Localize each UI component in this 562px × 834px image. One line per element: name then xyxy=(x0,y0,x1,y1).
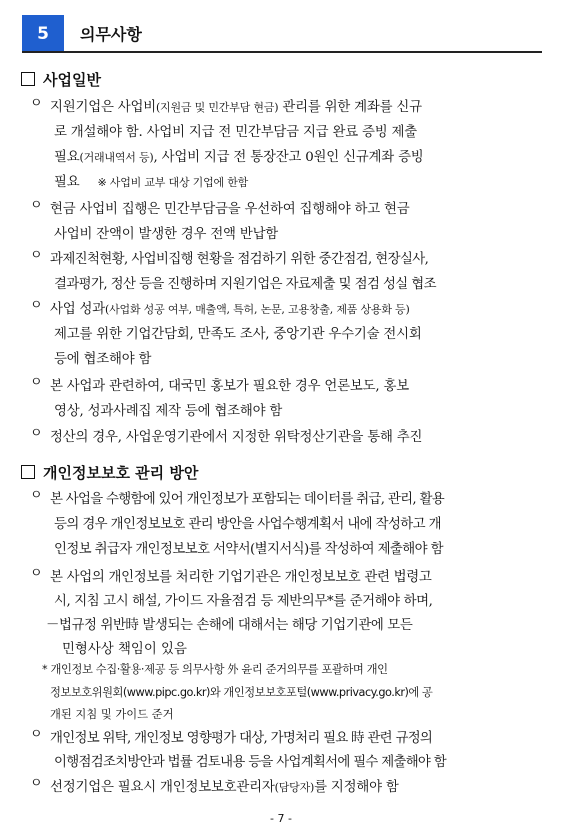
bullet-icon: ㅇ xyxy=(30,375,43,390)
paragraph-line: 본 사업과 관련하여, 대국민 홍보가 필요한 경우 언론보도, 홍보 xyxy=(50,379,409,394)
bullet-icon: ㅇ xyxy=(30,727,43,742)
bullet-icon: ㅇ xyxy=(30,198,43,213)
paragraph-line: 정산의 경우, 사업운영기관에서 지정한 위탁정산기관을 통해 추진 xyxy=(50,430,423,445)
paragraph-line: 선정기업은 필요시 개인정보보호관리자(담당자)를 지정해야 함 xyxy=(50,780,399,795)
paragraph-line: 필요(거래내역서 등), 사업비 지급 전 통장잔고 0원인 신규계좌 증빙 xyxy=(54,150,424,165)
paragraph-line: 등에 협조해야 함 xyxy=(54,352,152,367)
page-number: - 7 - xyxy=(270,812,292,825)
paragraph-line: 필요 ※ 사업비 교부 대상 기업에 한함 xyxy=(54,175,249,190)
subsection-privacy xyxy=(21,462,198,483)
section-title: 의무사항 xyxy=(80,25,142,44)
paragraph-line: 이행점검조치방안과 법률 검토내용 등을 사업계획서에 필수 제출해야 함 xyxy=(54,755,446,770)
section-header xyxy=(22,15,542,53)
bullet-icon: ㅇ xyxy=(30,488,43,503)
bullet-icon: ㅇ xyxy=(30,426,43,441)
paragraph-line: 결과평가, 정산 등을 진행하며 지원기업은 자료제출 및 점검 성실 협조 xyxy=(54,277,436,292)
paragraph-line: 개인정보 위탁, 개인정보 영향평가 대상, 가명처리 필요 時 관련 규정의 xyxy=(50,731,433,746)
paragraph-line: 시, 지침 고시 해설, 가이드 자율점검 등 제반의무*를 준거해야 하며, xyxy=(54,594,433,609)
dash-item: －법규정 위반時 발생되는 손해에 대해서는 해당 기업기관에 모든 xyxy=(46,618,413,633)
paragraph-line: 로 개설해야 함. 사업비 지급 전 민간부담금 지급 완료 증빙 제출 xyxy=(54,125,418,140)
paragraph-line: 지원기업은 사업비(지원금 및 민간부담 현금) 관리를 위한 계좌를 신규 xyxy=(50,100,422,115)
section-number: 5 xyxy=(22,15,64,53)
header-rule xyxy=(22,51,542,53)
paragraph-line: 사업비 잔액이 발생한 경우 전액 반납함 xyxy=(54,227,279,242)
bullet-icon: ㅇ xyxy=(30,298,43,313)
paragraph-line: 과제진척현황, 사업비집행 현황을 점검하기 위한 중간점검, 현장실사, xyxy=(50,252,429,267)
paragraph-line: 등의 경우 개인정보보호 관리 방안을 사업수행계획서 내에 작성하고 개 xyxy=(54,517,441,532)
bullet-icon: ㅇ xyxy=(30,248,43,263)
paragraph-line: 본 사업의 개인정보를 처리한 기업기관은 개인정보보호 관련 법령고 xyxy=(50,570,432,585)
bullet-icon: ㅇ xyxy=(30,776,43,791)
paragraph-line: 현금 사업비 집행은 민간부담금을 우선하여 집행해야 하고 현금 xyxy=(50,202,410,217)
bullet-icon: ㅇ xyxy=(30,566,43,581)
checkbox-square-icon xyxy=(21,72,35,86)
dash-item: 민형사상 책임이 있음 xyxy=(62,642,187,657)
subsection-title: 개인정보보호 관리 방안 xyxy=(43,464,199,482)
paragraph-line: 본 사업을 수행함에 있어 개인정보가 포함되는 데이터를 취급, 관리, 활용 xyxy=(50,492,444,507)
footnote-line: 정보보호위원회(www.pipc.go.kr)와 개인정보보호포털(www.privacy.go.kr)에 공 xyxy=(50,686,433,699)
paragraph-line: 사업 성과(사업화 성공 여부, 매출액, 특허, 논문, 고용창출, 제품 상용화 등) xyxy=(50,302,410,317)
subsection-general xyxy=(21,69,101,90)
footnote-line: * 개인정보 수집·활용·제공 등 의무사항 外 윤리 준거의무를 포괄하며 개인 xyxy=(42,663,388,676)
paragraph-line: 영상, 성과사례집 제작 등에 협조해야 함 xyxy=(54,404,283,419)
paragraph-line: 인정보 취급자 개인정보보호 서약서(별지서식)를 작성하여 제출해야 함 xyxy=(54,542,443,557)
paragraph-line: 제고를 위한 기업간담회, 만족도 조사, 중앙기관 우수기술 전시회 xyxy=(54,327,422,342)
checkbox-square-icon xyxy=(21,465,35,479)
subsection-title: 사업일반 xyxy=(43,71,101,89)
footnote-line: 개된 지침 및 가이드 준거 xyxy=(50,708,174,721)
bullet-icon: ㅇ xyxy=(30,96,43,111)
